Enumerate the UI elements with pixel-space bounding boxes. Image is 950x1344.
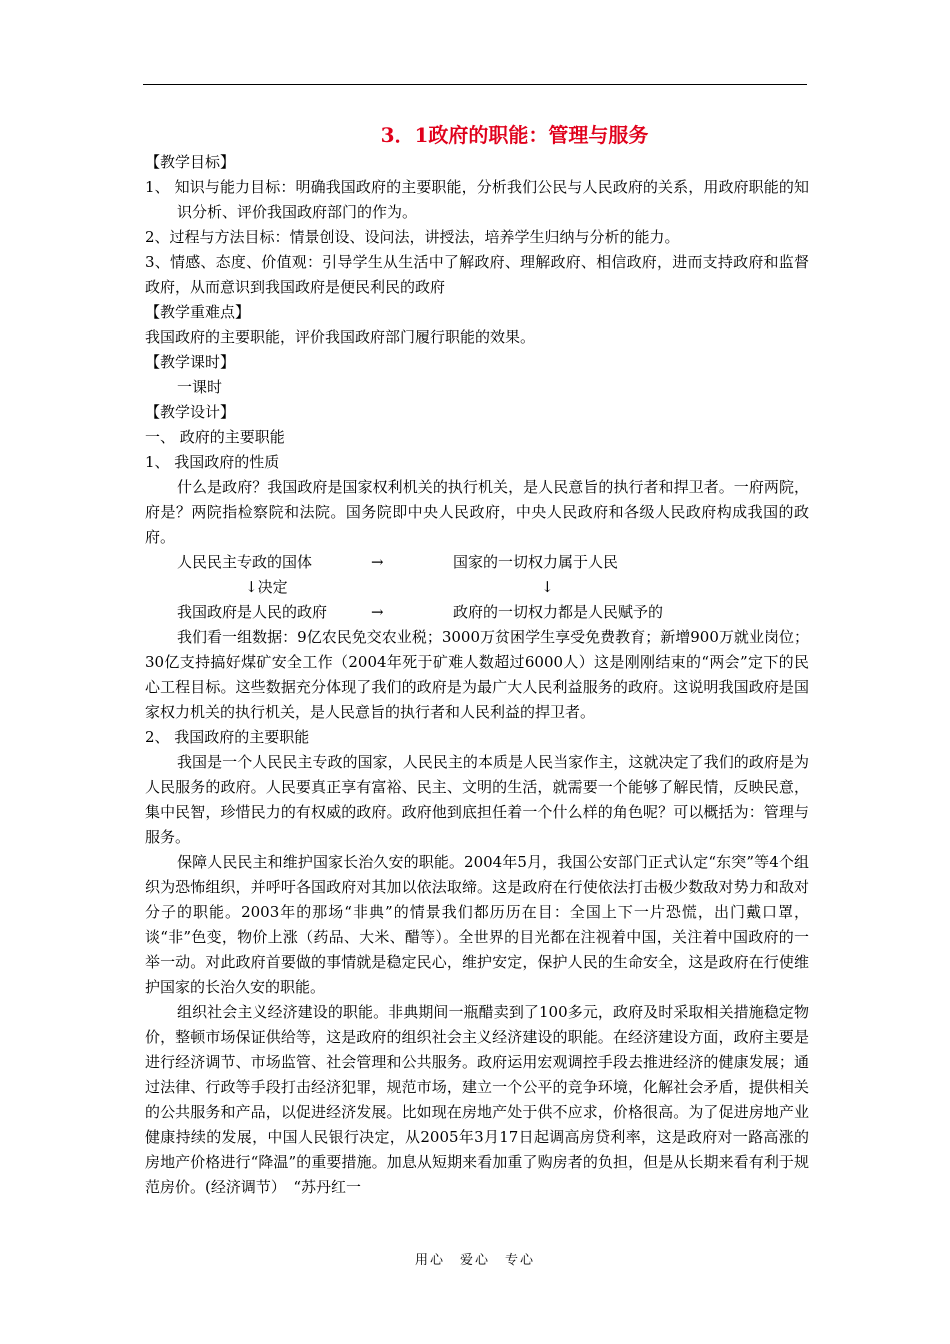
goal-item: 1、 知识与能力目标：明确我国政府的主要职能，分析我们公民与人民政府的关系，用政府职能的知识分析、评价我国政府部门的作为。 (145, 178, 809, 221)
paragraph: 什么是政府？我国政府是国家权利机关的执行机关，是人民意旨的执行者和捍卫者。一府两院，府是？两院指检察院和法院。国务院即中央人民政府，中央人民政府和各级人民政府构成我国的政府。 (145, 478, 809, 546)
flow-text: 人民民主专政的国体 (177, 553, 313, 571)
flow-text: 政府的一切权力都是人民赋予的 (453, 603, 664, 621)
key-points-text: 我国政府的主要职能，评价我国政府部门履行职能的效果。 (145, 328, 536, 346)
heading-goals: 【教学目标】 (145, 153, 236, 171)
flow-text: ↓决定 (245, 578, 288, 596)
arrow-right-icon: → (371, 603, 384, 621)
subsection-heading: 1、 我国政府的性质 (145, 453, 280, 471)
heading-key-points: 【教学重难点】 (145, 303, 251, 321)
subsection-heading: 2、 我国政府的主要职能 (145, 728, 310, 746)
goal-item: 2、过程与方法目标：情景创设、设问法，讲授法，培养学生归纳与分析的能力。 (145, 228, 680, 246)
flow-text: 我国政府是人民的政府 (177, 603, 328, 621)
heading-hours: 【教学课时】 (145, 353, 236, 371)
flow-row (145, 600, 809, 625)
paragraph: 组织社会主义经济建设的职能。非典期间一瓶醋卖到了100多元，政府及时采取相关措施稳定物价，整顿市场保证供给等，这是政府的组织社会主义经济建设的职能。在经济建设方面，政府主要是进行经济调节、市场监管、社会管理和公共服务。政府运用宏观调控手段去推进经济的健康发展；通过法律、行政等手段打击经济犯罪，规范市场，建立一个公平的竞争环境，化解社会矛盾，提供相关的公共服务和产品，以促进经济发展。比如现在房地产处于供不应求，价格很高。为了促进房地产业健康持续的发展，中国人民银行决定，从2005年3月17日起调高房贷利率，这是政府对一路高涨的房地产价格进行“降温”的重要措施。加息从短期来看加重了购房者的负担，但是从长期来看有利于规范房价。(经济调节） “苏丹红一 (145, 1003, 809, 1196)
heading-design: 【教学设计】 (145, 403, 236, 421)
section-heading: 一、 政府的主要职能 (145, 428, 285, 446)
header-rule (143, 84, 807, 85)
flow-row (145, 550, 809, 575)
paragraph: 我们看一组数据：9亿农民免交农业税；3000万贫困学生享受免费教育；新增900万就业岗位；30亿支持搞好煤矿安全工作（2004年死于矿难人数超过6000人）这是刚刚结束的“两会”定下的民心工程目标。这些数据充分体现了我们的政府是为最广大人民利益服务的政府。这说明我国政府是国家权力机关的执行机关，是人民意旨的执行者和人民利益的捍卫者。 (145, 628, 809, 721)
page-footer: 用心 爱心 专心 (414, 1253, 535, 1268)
goal-item: 3、情感、态度、价值观：引导学生从生活中了解政府、理解政府、相信政府，进而支持政府和监督政府，从而意识到我国政府是便民利民的政府 (145, 253, 809, 296)
paragraph: 保障人民民主和维护国家长治久安的职能。2004年5月，我国公安部门正式认定“东突”等4个组织为恐怖组织，并呼吁各国政府对其加以依法取缔。这是政府在行使依法打击极少数敌对势力和敌对分子的职能。2003年的那场“非典”的情景我们都历历在目：全国上下一片恐慌，出门戴口罩，谈“非”色变，物价上涨（药品、大米、醋等）。全世界的目光都在注视着中国，关注着中国政府的一举一动。对此政府首要做的事情就是稳定民心，维护安定，保护人民的生命安全，这是政府在行使维护国家的长治久安的职能。 (145, 853, 809, 996)
hours-text: 一课时 (177, 378, 223, 396)
document-body (145, 120, 809, 1200)
arrow-down-icon: ↓ (541, 578, 554, 596)
paragraph: 我国是一个人民民主专政的国家，人民民主的本质是人民当家作主，这就决定了我们的政府是为人民服务的政府。人民要真正享有富裕、民主、文明的生活，就需要一个能够了解民情，反映民意，集中民智，珍惜民力的有权威的政府。政府他到底担任着一个什么样的角色呢？可以概括为：管理与服务。 (145, 753, 809, 846)
flow-row (145, 575, 809, 600)
arrow-right-icon: → (371, 553, 384, 571)
flow-text: 国家的一切权力属于人民 (453, 553, 619, 571)
page-title: 3．1政府的职能：管理与服务 (380, 123, 649, 147)
